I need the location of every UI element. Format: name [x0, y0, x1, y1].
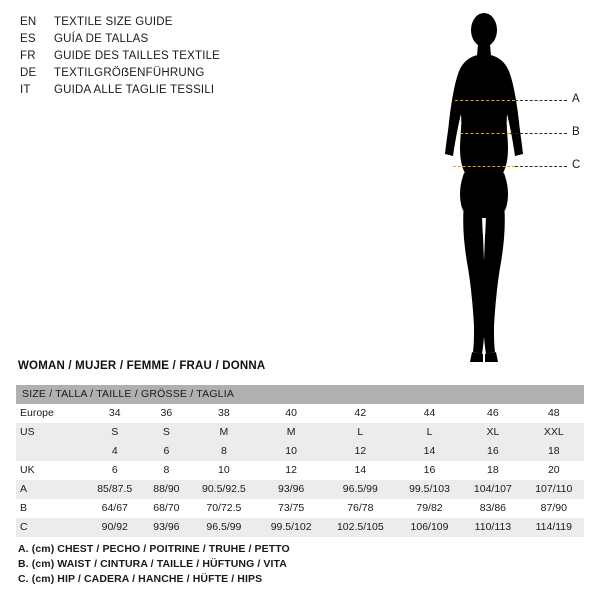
cell: 110/113 [462, 518, 523, 537]
table-row [16, 442, 584, 461]
measurement-notes [18, 542, 578, 587]
row-label: UK [16, 461, 86, 480]
table-header-row [16, 385, 584, 404]
table-row [16, 499, 584, 518]
cell: 46 [462, 404, 523, 423]
language-row [20, 50, 320, 67]
cell: 12 [258, 461, 323, 480]
language-code: IT [20, 84, 31, 96]
cell: 16 [397, 461, 462, 480]
hip-measure-line [453, 166, 515, 167]
cell: L [324, 423, 397, 442]
cell: 34 [86, 404, 144, 423]
cell: XXL [524, 423, 584, 442]
cell: 42 [324, 404, 397, 423]
chest-leader-line [515, 100, 567, 101]
row-label: US [16, 423, 86, 442]
cell: 90.5/92.5 [189, 480, 258, 499]
cell: XL [462, 423, 523, 442]
language-code: ES [20, 33, 36, 45]
language-title: TEXTILE SIZE GUIDE [54, 16, 173, 28]
note-chest: A. (cm) CHEST / PECHO / POITRINE / TRUHE / PETTO [18, 543, 290, 555]
measure-label-a: A [572, 93, 580, 105]
language-row [20, 67, 320, 84]
row-label [16, 442, 86, 461]
language-row [20, 16, 320, 33]
cell: 107/110 [524, 480, 584, 499]
table-row [16, 480, 584, 499]
cell: 8 [144, 461, 190, 480]
cell: 87/90 [524, 499, 584, 518]
cell: 93/96 [258, 480, 323, 499]
cell: 83/86 [462, 499, 523, 518]
cell: S [144, 423, 190, 442]
measure-label-b: B [572, 126, 580, 138]
note-waist: B. (cm) WAIST / CINTURA / TAILLE / HÜFTUNG / VITA [18, 558, 287, 570]
table-header-label: SIZE / TALLA / TAILLE / GRÖSSE / TAGLIA [16, 385, 584, 404]
language-code: DE [20, 67, 37, 79]
language-title: GUIDA ALLE TAGLIE TESSILI [54, 84, 215, 96]
table-row [16, 423, 584, 442]
cell: 85/87.5 [86, 480, 144, 499]
cell: 73/75 [258, 499, 323, 518]
cell: 6 [86, 461, 144, 480]
cell: 4 [86, 442, 144, 461]
table-row [16, 461, 584, 480]
cell: 96.5/99 [324, 480, 397, 499]
cell: 14 [324, 461, 397, 480]
cell: 114/119 [524, 518, 584, 537]
cell: 64/67 [86, 499, 144, 518]
cell: 8 [189, 442, 258, 461]
cell: 6 [144, 442, 190, 461]
waist-measure-line [460, 133, 510, 134]
cell: 12 [324, 442, 397, 461]
cell: 38 [189, 404, 258, 423]
language-code: EN [20, 16, 37, 28]
size-table [16, 385, 584, 537]
cell: 16 [462, 442, 523, 461]
cell: 106/109 [397, 518, 462, 537]
measure-label-c: C [572, 159, 581, 171]
cell: 14 [397, 442, 462, 461]
cell: 90/92 [86, 518, 144, 537]
note-hip: C. (cm) HIP / CADERA / HANCHE / HÜFTE / HIPS [18, 573, 263, 585]
cell: 76/78 [324, 499, 397, 518]
cell: 93/96 [144, 518, 190, 537]
cell: 36 [144, 404, 190, 423]
cell: 40 [258, 404, 323, 423]
row-label: Europe [16, 404, 86, 423]
row-label: C [16, 518, 86, 537]
cell: 20 [524, 461, 584, 480]
chest-measure-line [455, 100, 515, 101]
language-title: TEXTILGRÖẞENFÜHRUNG [54, 67, 205, 79]
female-silhouette-icon [420, 8, 595, 368]
table-row [16, 404, 584, 423]
language-legend [20, 16, 320, 101]
cell: 48 [524, 404, 584, 423]
body-figure [420, 8, 595, 368]
language-title: GUIDE DES TAILLES TEXTILE [54, 50, 221, 62]
language-row [20, 84, 320, 101]
cell: 10 [189, 461, 258, 480]
cell: 102.5/105 [324, 518, 397, 537]
cell: 70/72.5 [189, 499, 258, 518]
cell: 79/82 [397, 499, 462, 518]
cell: 99.5/102 [258, 518, 323, 537]
language-code: FR [20, 50, 36, 62]
cell: 44 [397, 404, 462, 423]
hip-leader-line [515, 166, 567, 167]
cell: 96.5/99 [189, 518, 258, 537]
cell: 68/70 [144, 499, 190, 518]
waist-leader-line [510, 133, 567, 134]
section-title: WOMAN / MUJER / FEMME / FRAU / DONNA [18, 360, 266, 372]
cell: M [258, 423, 323, 442]
cell: S [86, 423, 144, 442]
language-row [20, 33, 320, 50]
cell: 18 [524, 442, 584, 461]
cell: 88/90 [144, 480, 190, 499]
row-label: B [16, 499, 86, 518]
cell: L [397, 423, 462, 442]
cell: M [189, 423, 258, 442]
cell: 104/107 [462, 480, 523, 499]
cell: 10 [258, 442, 323, 461]
row-label: A [16, 480, 86, 499]
cell: 99.5/103 [397, 480, 462, 499]
cell: 18 [462, 461, 523, 480]
table-row [16, 518, 584, 537]
language-title: GUÍA DE TALLAS [54, 33, 149, 45]
